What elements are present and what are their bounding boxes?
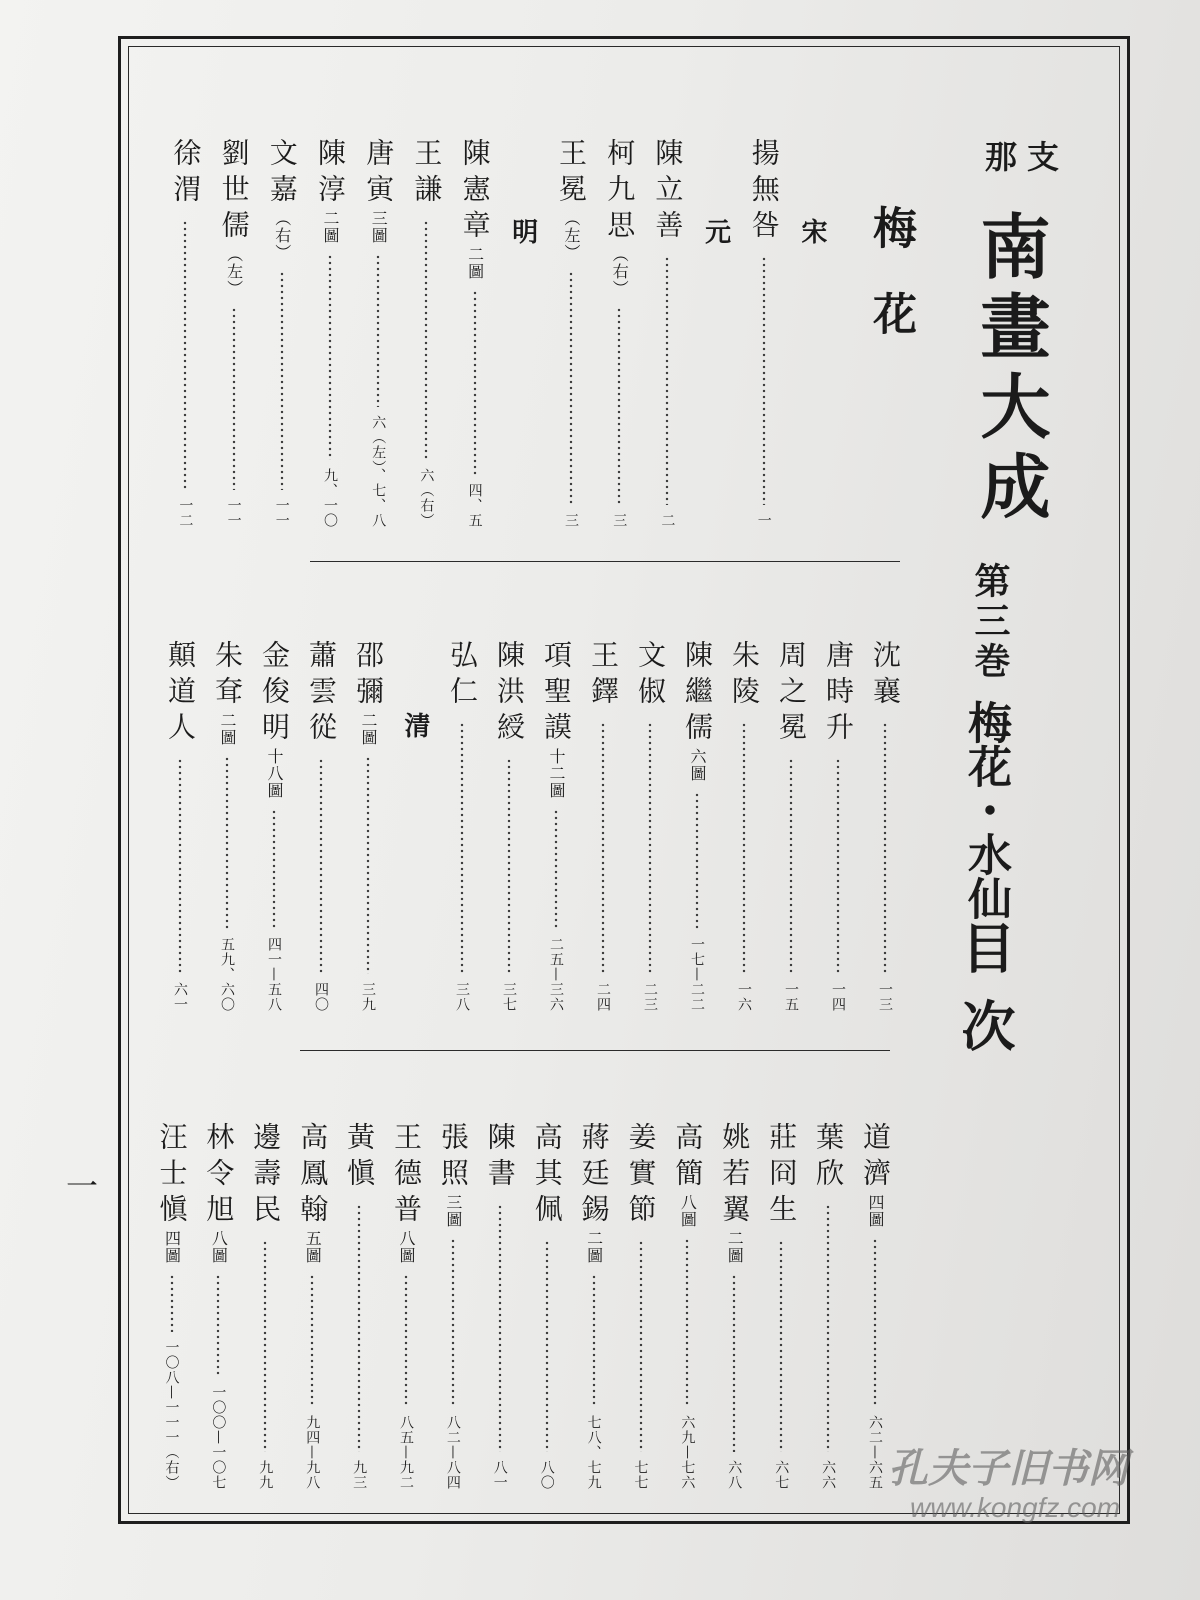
page-reference: 三 [611,513,628,528]
dot-leader [460,722,464,974]
plate-note: 八圖 [397,1230,416,1264]
toc-entry [744,138,784,528]
dot-leader [263,1240,267,1452]
entry-label [624,1122,658,1230]
dot-leader [592,1274,596,1407]
page-reference: 一一 [225,498,242,528]
dot-leader [601,722,605,974]
dot-leader [310,1274,314,1407]
entry-label [555,138,588,261]
page-reference: 八〇 [538,1460,555,1490]
dot-leader [789,758,793,974]
entry-label [265,138,299,261]
plate-note: 二圖 [321,210,340,244]
artist-name: 王德普 [390,1122,423,1230]
toc-entry [152,1122,192,1490]
artist-name: 徐渭 [169,138,203,210]
entry-label [390,1122,423,1264]
divider-rule [310,561,900,562]
dot-leader [280,271,284,490]
toc-entry [433,1122,473,1490]
toc-entry [574,1122,614,1490]
watermark-site: 孔夫子旧书网 [888,1445,1128,1492]
page-reference: 三七 [501,982,517,1012]
artist-name: 蔣廷錫 [577,1122,611,1230]
toc-entry [818,640,858,1012]
entry-label [314,138,347,244]
toc-entry [771,640,811,1012]
artist-name: 姚若翼 [718,1122,752,1230]
dot-leader [376,254,380,407]
toc-entry [536,640,576,1012]
plate-note: （右） [610,246,630,297]
entry-label [436,1122,470,1228]
artist-name: 文俶 [634,640,667,712]
dot-leader [779,1240,783,1452]
plate-note: 五圖 [303,1230,323,1264]
toc-entry [714,1122,754,1490]
page-reference: 四、五 [466,483,483,528]
entry-label [249,1122,283,1230]
toc-entry [865,640,905,1012]
page-reference: 三八 [454,982,470,1012]
toc-entry [621,1122,661,1490]
entry-label [352,640,385,746]
entry-label [343,1122,377,1194]
toc-entry [599,138,639,528]
artist-name: 項聖謨 [540,640,573,748]
plate-note: 十二圖 [547,748,566,799]
dot-leader [873,1238,877,1407]
artist-name: 邊壽民 [249,1122,283,1230]
entry-label [305,640,338,748]
page-reference: 九九 [257,1460,274,1490]
plate-note: （右） [272,210,292,261]
artist-name: 朱耷 [211,640,244,712]
dot-leader [225,756,229,929]
plate-note: 四圖 [866,1194,885,1228]
book-title: 南畫大成 [969,210,1052,530]
entry-label [164,640,197,748]
page-reference: 一一 [273,498,290,528]
dot-leader [451,1238,455,1407]
toc-entry [489,640,529,1012]
toc-entry [254,640,294,1012]
plate-note: （左） [224,246,244,297]
toc-entry [165,138,205,528]
toc-entry [583,640,623,1012]
plate-note: 三圖 [369,210,389,244]
dot-leader [498,1204,502,1452]
page-reference: 七八、七九 [585,1415,602,1490]
dot-leader [170,1274,174,1332]
artist-name: 唐寅 [362,138,396,210]
toc-entry [339,1122,379,1490]
plate-note: 六圖 [688,748,707,782]
dot-leader [328,254,332,460]
page-reference: 二五—三六 [548,937,564,1012]
dot-leader [216,1274,220,1377]
toc-entry [245,1122,285,1490]
toc-entry [442,640,482,1012]
era-heading: 明 [507,218,538,244]
entry-label [728,640,761,712]
divider-rule [300,1050,890,1051]
page-reference: 六六 [820,1460,837,1490]
entry-label [603,138,637,297]
entry-label [410,138,444,210]
page-reference: 三九 [360,982,376,1012]
page-reference: 一五 [783,982,799,1012]
entry-label [859,1122,892,1228]
entry-label [446,640,479,712]
dot-leader [569,271,573,505]
entry-label [651,138,685,246]
artist-name: 陳淳 [314,138,347,210]
page-reference: 六二—六五 [867,1415,883,1490]
plate-note: 二圖 [359,712,378,746]
artist-name: 劉世儒 [217,138,251,246]
entry-label [458,138,492,280]
entry-label [577,1122,611,1264]
entry-label [211,640,244,746]
artist-name: 蕭雲從 [305,640,338,748]
dot-leader [762,256,766,505]
volume-label: 第三巻 [969,562,1011,682]
artist-name: 陳書 [483,1122,517,1194]
era-heading: 宋 [797,218,827,244]
artist-name: 朱陵 [728,640,761,712]
toc-entry [630,640,670,1012]
entry-label [718,1122,752,1264]
artist-name: 葉欣 [812,1122,846,1194]
artist-name: 金俊明 [258,640,291,748]
entry-label [822,640,855,748]
artist-name: 陳繼儒 [681,640,714,748]
artist-name: 弘仁 [446,640,479,712]
entry-label [775,640,808,748]
entry-label [634,640,667,712]
entry-label [747,138,781,246]
artist-name: 林令旭 [202,1122,236,1230]
entry-label [765,1122,799,1230]
artist-name: 道濟 [859,1122,892,1194]
dot-leader [639,1240,643,1452]
artist-name: 張照 [436,1122,470,1194]
page-reference: 六七 [773,1460,790,1490]
artist-name: 莊冏生 [765,1122,799,1230]
page-reference: 一〇八—一一一（右） [163,1340,180,1490]
dot-leader [665,256,669,505]
dot-leader [178,758,182,974]
dot-leader [545,1240,549,1452]
page-reference: 六（左）、七、八 [370,415,387,528]
plate-note: 四圖 [162,1230,182,1264]
toc-entry [724,640,764,1012]
page-reference: 八二—八四 [444,1415,461,1490]
page-reference: 二 [659,513,676,528]
entry-label [362,138,396,244]
page-reference: 一二 [177,498,194,528]
toc-entry [310,138,350,528]
plate-note: （左） [562,210,581,261]
toc-entry [551,138,591,528]
section-heading: 梅花 [865,205,916,377]
toc-entry [214,138,254,528]
artist-name: 唐時升 [822,640,855,748]
entry-label [483,1122,517,1194]
page-reference: 六（右） [418,468,435,528]
artist-name: 文嘉 [265,138,299,210]
entry-label [155,1122,189,1264]
dot-leader [366,756,370,974]
page-reference: 一四 [830,982,846,1012]
entry-label [217,138,251,297]
toc-entry [455,138,495,528]
artist-name: 陳憲章 [458,138,492,246]
plate-note: 三圖 [443,1194,463,1228]
toc-entry [480,1122,520,1490]
page-reference: 七七 [632,1460,649,1490]
entry-label [169,138,203,210]
page-reference: 六九—七六 [679,1415,696,1490]
page-reference: 二三 [642,982,658,1012]
page-reference: 四〇 [313,982,329,1012]
entry-label [671,1122,705,1228]
dot-leader [695,792,699,929]
dot-leader [319,758,323,974]
dot-leader [836,758,840,974]
dot-leader [507,758,511,974]
entry-label [530,1122,564,1230]
toc-entry [647,138,687,528]
page-reference: 六八 [726,1460,743,1490]
page-reference: 五九、六〇 [219,937,235,1012]
folio-page-number: 一 [66,1167,99,1205]
toc-entry [667,1122,707,1490]
artist-name: 王冕 [555,138,588,210]
artist-name: 陳洪綬 [493,640,526,748]
page-reference: 九四—九八 [304,1415,321,1490]
artist-name: 王鐸 [587,640,620,712]
artist-name: 王謙 [410,138,444,210]
artist-name: 顛道人 [164,640,197,748]
page-reference: 四一—五八 [266,937,282,1012]
entry-label [202,1122,236,1264]
toc-entry [292,1122,332,1490]
toc-entry [808,1122,848,1490]
artist-name: 黃愼 [343,1122,377,1194]
toc-entry [207,640,247,1012]
volume-subject: 梅花・水仙 [960,700,1011,920]
dot-leader [404,1274,408,1407]
title-prefix: 支那 [980,140,1060,172]
plate-note: 十八圖 [265,748,284,799]
entry-label [812,1122,846,1194]
plate-note: 二圖 [584,1230,604,1264]
dot-leader [473,290,477,475]
entry-label [681,640,714,782]
dot-leader [424,220,428,460]
toc-entry [761,1122,801,1490]
entry-label [540,640,573,799]
page-reference: 三 [563,513,579,528]
artist-name: 揚無咎 [747,138,781,246]
toc-entry [677,640,717,1012]
page-reference: 八五—九二 [398,1415,414,1490]
dot-leader [883,722,887,974]
page-reference: 二四 [595,982,611,1012]
dot-leader [826,1204,830,1452]
page-reference: 六一 [172,982,188,1012]
dot-leader [648,722,652,974]
artist-name: 汪士愼 [155,1122,189,1230]
toc-entry [160,640,200,1012]
dot-leader [742,722,746,974]
artist-name: 陳立善 [651,138,685,246]
artist-name: 柯九思 [603,138,637,246]
dot-leader [685,1238,689,1407]
page-reference: 一 [755,513,772,528]
artist-name: 沈襄 [869,640,902,712]
dot-leader [357,1204,361,1452]
page-reference: 一〇〇—一〇七 [210,1385,227,1490]
page-reference: 一六 [736,982,752,1012]
page-reference: 九、一〇 [322,468,338,528]
entry-label [587,640,620,712]
entry-label [493,640,526,748]
watermark-url: www.kongfz.com [910,1492,1121,1523]
plate-note: 二圖 [725,1230,745,1264]
toc-entry [527,1122,567,1490]
toc-label: 目次 [953,920,1017,1076]
toc-entry [262,138,302,528]
toc-entry [386,1122,426,1490]
toc-entry [198,1122,238,1490]
artist-name: 周之冕 [775,640,808,748]
plate-note: 二圖 [465,246,485,280]
entry-label [258,640,291,799]
toc-entry [358,138,398,528]
entry-label [869,640,902,712]
artist-name: 姜實節 [624,1122,658,1230]
toc-entry [855,1122,895,1490]
entry-label [296,1122,330,1264]
toc-entry [406,138,446,528]
page-reference: 九三 [351,1460,368,1490]
page-reference: 一三 [877,982,893,1012]
artist-name: 高簡 [671,1122,705,1194]
dot-leader [183,220,187,490]
page-reference: 八一 [491,1460,508,1490]
dot-leader [272,809,276,929]
era-heading: 清 [400,712,430,738]
watermark [888,1447,1128,1525]
era-heading: 元 [700,218,731,244]
page-reference: 一七—二二 [689,937,705,1012]
artist-name: 高鳳翰 [296,1122,330,1230]
plate-note: 八圖 [678,1194,698,1228]
plate-note: 二圖 [218,712,237,746]
dot-leader [617,307,621,505]
toc-entry [348,640,388,1012]
plate-note: 八圖 [209,1230,229,1264]
artist-name: 邵彌 [352,640,385,712]
artist-name: 高其佩 [530,1122,564,1230]
toc-entry [301,640,341,1012]
dot-leader [232,307,236,490]
dot-leader [732,1274,736,1452]
dot-leader [554,809,558,929]
